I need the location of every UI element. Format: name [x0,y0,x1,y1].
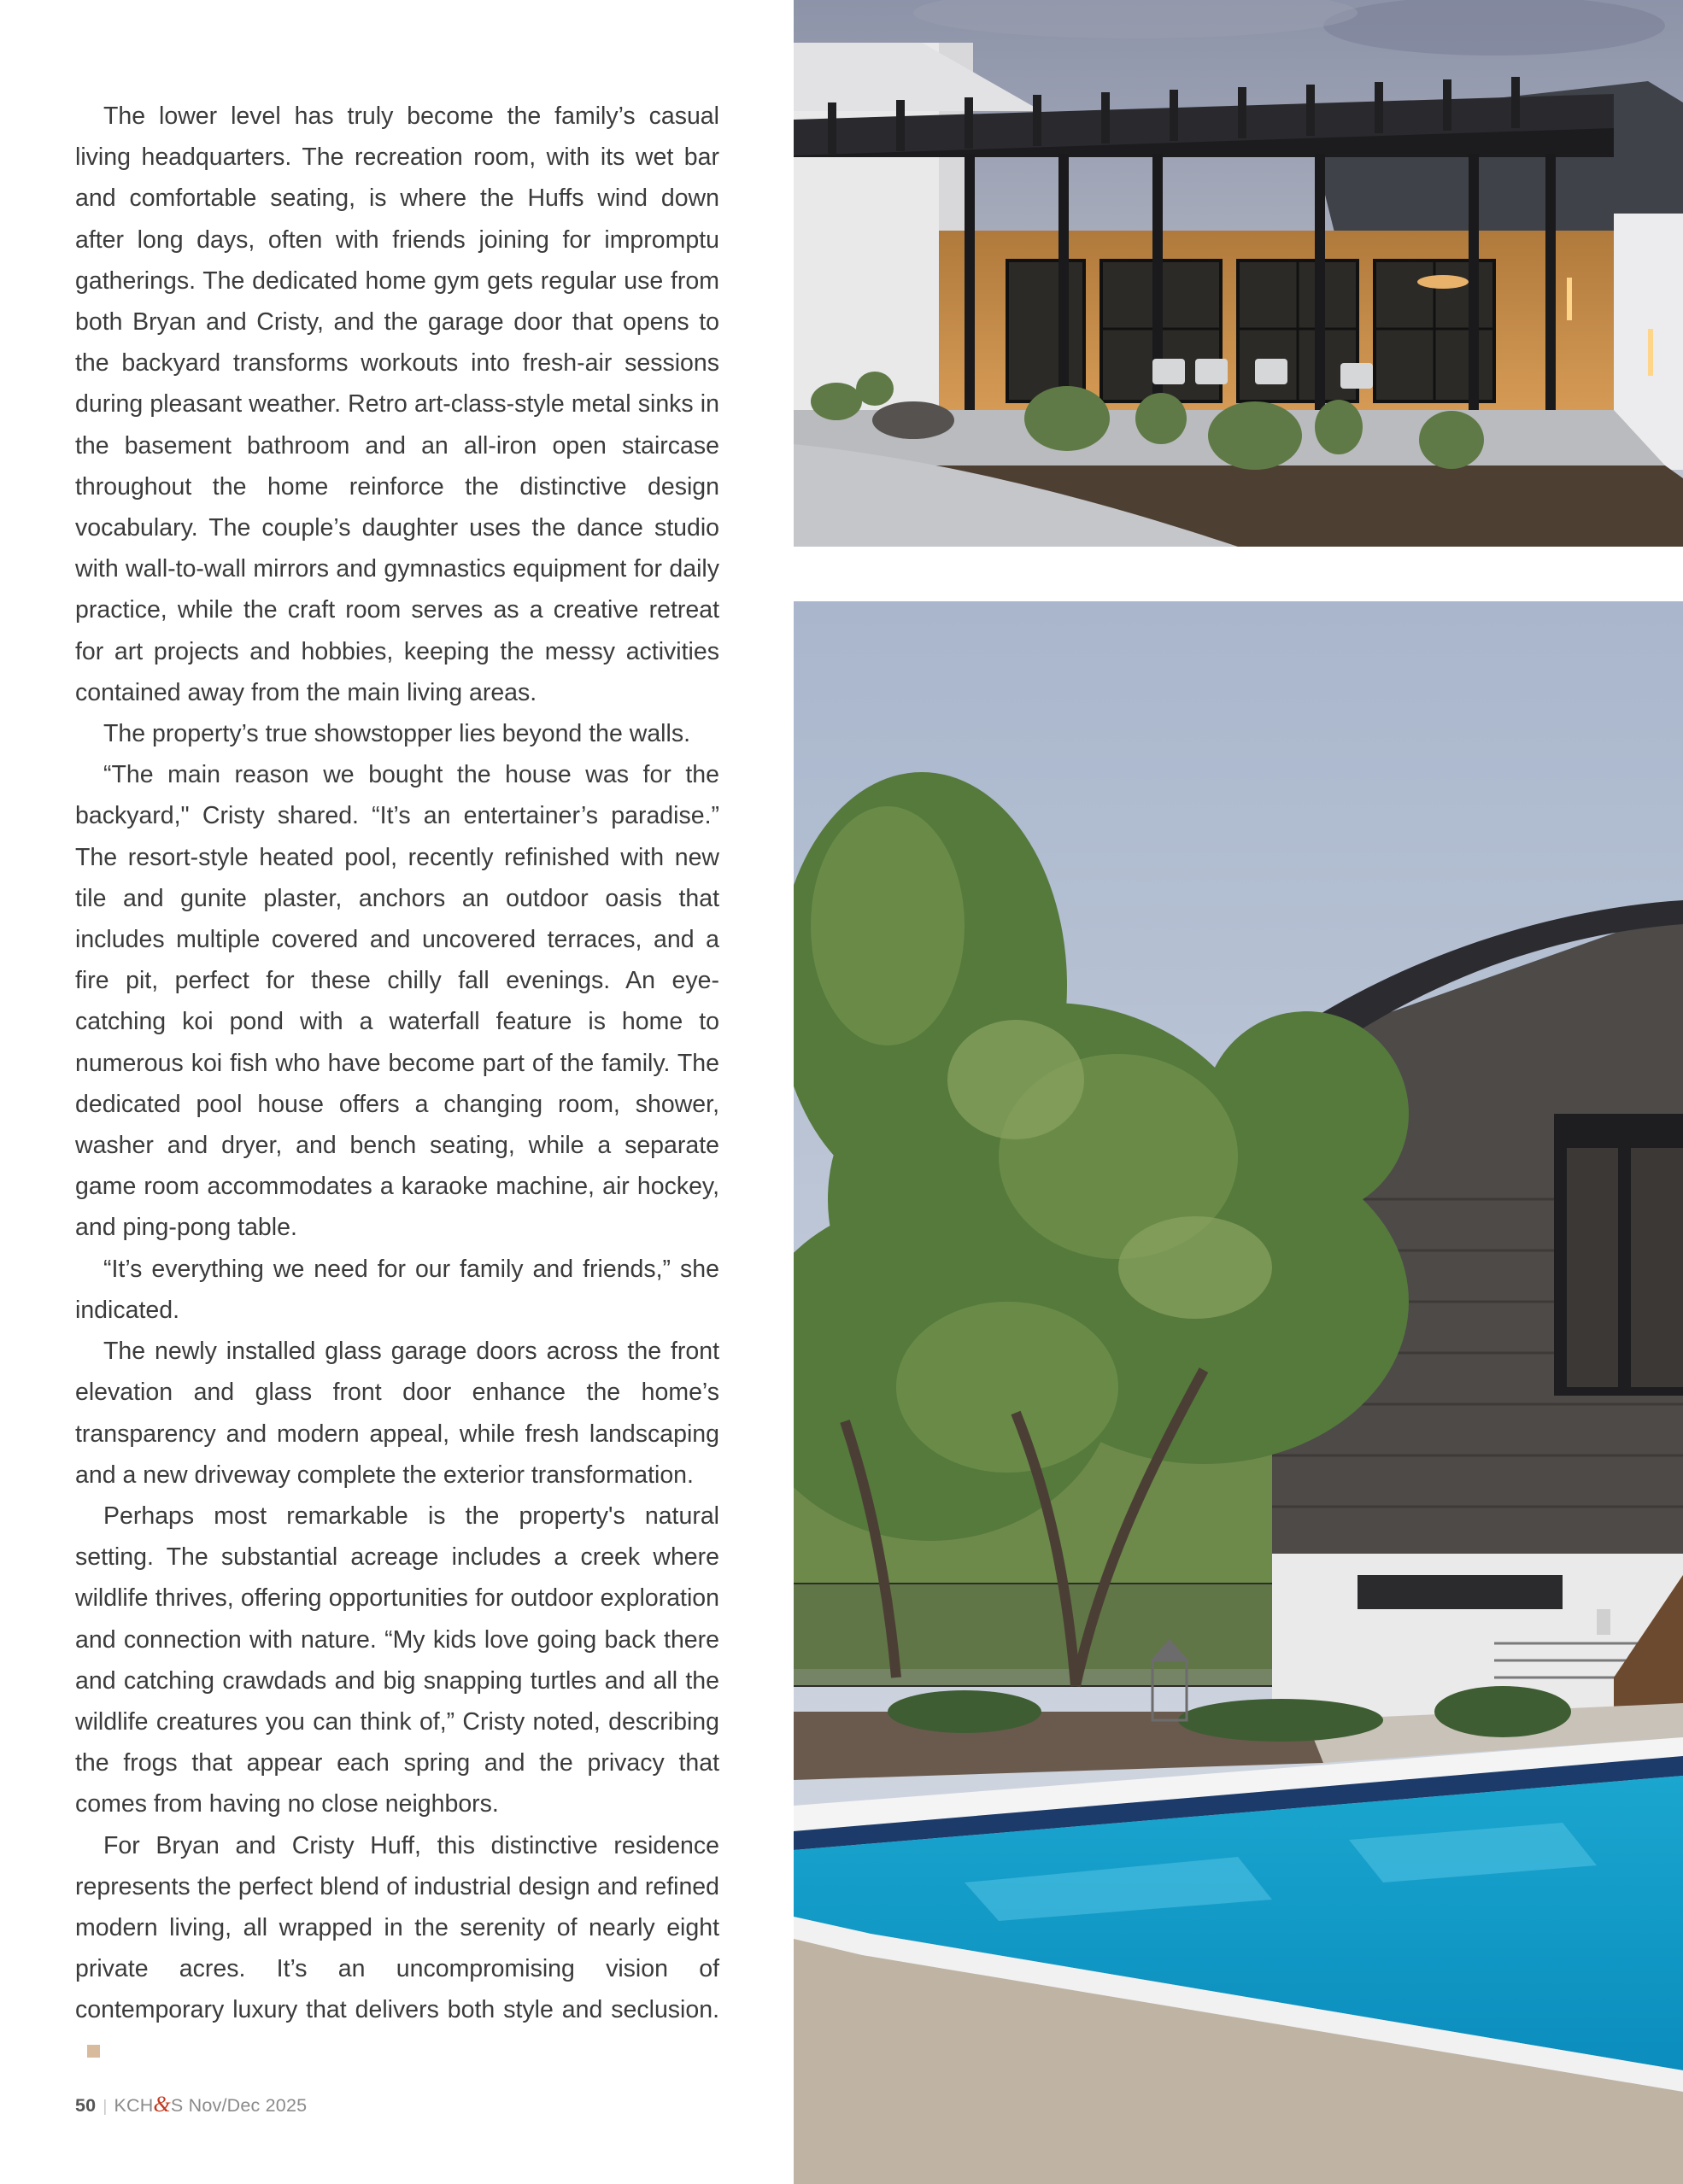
paragraph-garage-doors: The newly installed glass garage doors across the front elevation and glass front door enhance the home’s transparency and modern appeal, while fresh landscaping and a new driveway complete the exterior transformation. [75,1338,719,1489]
publication-mark: & [153,2092,171,2117]
pool-illustration [794,601,1683,2184]
article-body [75,96,719,2072]
photo-pool-and-house [794,601,1683,2184]
photo-covered-patio [794,0,1683,547]
issue-date: Nov/Dec 2025 [188,2095,308,2116]
paragraph-backyard: “The main reason we bought the house was for the backyard," Cristy shared. “It’s an entertainer’s paradise.” The resort-style heated pool, recently refinished with new tile and gunite plaster, anchors an outdoor oasis that includes multiple covered and uncovered terraces, and a fire pit, perfect for these chilly fall evenings. An eye-catching koi pond with a waterfall feature is home to numerous koi fish who have become part of the family. The dedicated pool house offers a changing room, shower, washer and dryer, and bench seating, while a separate game room accommodates a karaoke machine, air hockey, and ping-pong table. [75,761,719,1242]
paragraph-conclusion [75,1825,719,2072]
paragraph-conclusion-text: For Bryan and Cristy Huff, this distinctive residence represents the perfect blend of industrial design and refined modern living, all wrapped in the serenity of nearly eight private acres. It’s an uncompromising vision of contemporary luxury that delivers both style and seclusion. [75,1831,719,2024]
publication-suffix: S [170,2095,184,2116]
paragraph-family-friends: “It’s everything we need for our family and friends,” she indicated. [75,1255,719,1324]
paragraph-natural-setting: Perhaps most remarkable is the property's natural setting. The substantial acreage includes a creek where wildlife thrives, offering opportunities for outdoor exploration and connection with nature. “My kids love going back there and catching crawdads and big snapping turtles and all the wildlife creatures you can think of,” Cristy noted, describing the frogs that appear each spring and the privacy that comes from having no close neighbors. [75,1502,719,1818]
patio-illustration [794,0,1683,547]
folio-separator: | [103,2098,108,2116]
page-folio [75,2092,307,2117]
publication-prefix: KCH [114,2095,154,2116]
end-of-article-mark-icon [87,2045,100,2058]
paragraph-lower-level: The lower level has truly become the family’s casual living headquarters. The recreation room, with its wet bar and comfortable seating, is where the Huffs wind down after long days, often with friends joining for impromptu gatherings. The dedicated home gym gets regular use from both Bryan and Cristy, and the garage door that opens to the backyard transforms workouts into fresh-air sessions during pleasant weather. Retro art-class-style metal sinks in the basement bathroom and an all-iron open staircase throughout the home reinforce the distinctive design vocabulary. The couple’s daughter uses the dance studio with wall-to-wall mirrors and gymnastics equipment for daily practice, while the craft room serves as a creative retreat for art projects and hobbies, keeping the messy activities contained away from the main living areas. [75,102,719,706]
paragraph-showstopper: The property’s true showstopper lies beyond the walls. [103,720,691,748]
page-number: 50 [75,2095,97,2116]
